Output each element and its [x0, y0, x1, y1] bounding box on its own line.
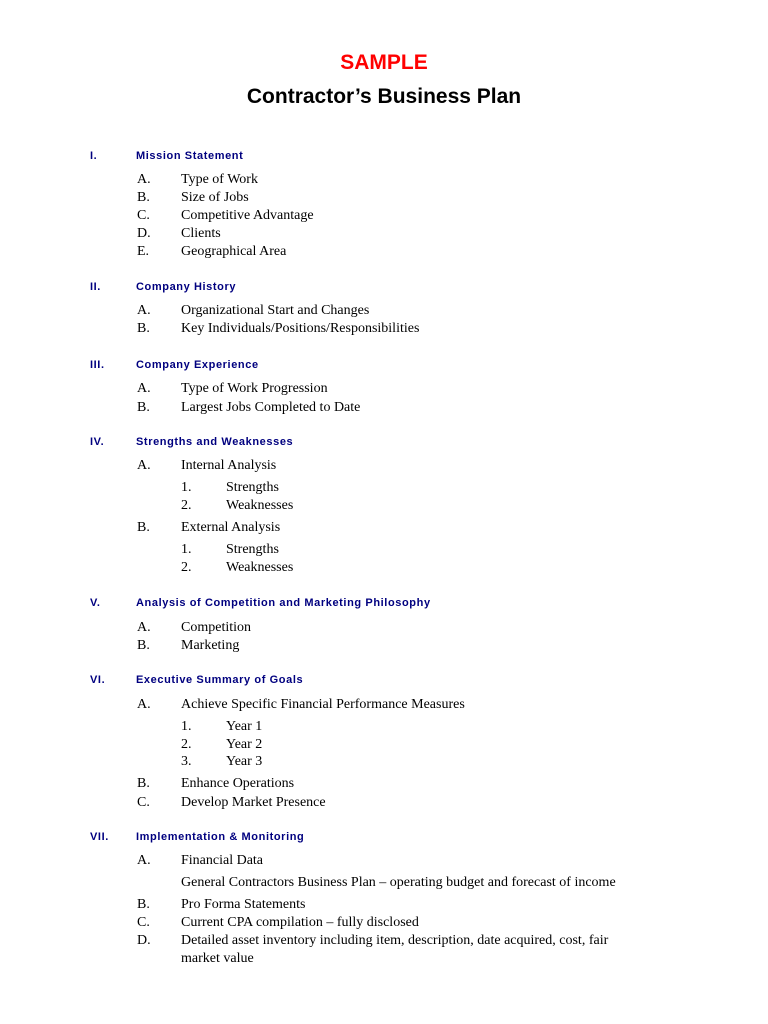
item-marker: B.: [137, 400, 150, 415]
section-title: Company Experience: [136, 359, 259, 371]
item-text: Key Individuals/Positions/Responsibilities: [181, 321, 420, 336]
section-number: V.: [90, 597, 101, 609]
item-text: External Analysis: [181, 520, 281, 535]
item-text: Enhance Operations: [181, 776, 295, 791]
item-text: Size of Jobs: [181, 190, 249, 205]
item-marker: D.: [137, 933, 151, 948]
item-marker: A.: [137, 697, 151, 712]
item-marker: B.: [137, 520, 150, 535]
item-text: Competition: [181, 620, 251, 635]
item-marker: A.: [137, 853, 151, 868]
item-marker: B.: [137, 776, 150, 791]
item-marker: C.: [137, 915, 150, 930]
item-marker: 1.: [181, 480, 192, 495]
item-text: Current CPA compilation – fully disclosed: [181, 915, 419, 930]
item-marker: B.: [137, 321, 150, 336]
item-text: Marketing: [181, 638, 240, 653]
section-title: Company History: [136, 281, 237, 293]
item-text: Detailed asset inventory including item, description, date acquired, cost, fair: [181, 933, 609, 948]
section-number: IV.: [90, 436, 105, 448]
item-text: Year 3: [226, 754, 263, 769]
item-text: Competitive Advantage: [181, 208, 314, 223]
item-text: Pro Forma Statements: [181, 897, 306, 912]
item-marker: A.: [137, 620, 151, 635]
item-marker: 1.: [181, 719, 192, 734]
item-text: Strengths: [226, 480, 279, 495]
section-title: Mission Statement: [136, 150, 244, 162]
item-text: Strengths: [226, 542, 279, 557]
sample-label: SAMPLE: [340, 51, 428, 74]
item-text: Geographical Area: [181, 244, 287, 259]
section-number: III.: [90, 359, 105, 371]
item-text: Weaknesses: [226, 560, 294, 575]
item-marker: 2.: [181, 737, 192, 752]
item-text: Financial Data: [181, 853, 264, 868]
item-text: Internal Analysis: [181, 458, 277, 473]
section-title: Analysis of Competition and Marketing Philosophy: [136, 597, 431, 609]
item-marker: C.: [137, 208, 150, 223]
section-title: Executive Summary of Goals: [136, 674, 304, 686]
item-text: Organizational Start and Changes: [181, 303, 370, 318]
section-title: Strengths and Weaknesses: [136, 436, 294, 448]
item-text: Largest Jobs Completed to Date: [181, 400, 361, 415]
item-text: market value: [181, 951, 254, 966]
item-text: Type of Work: [181, 172, 258, 187]
item-text: Year 2: [226, 737, 263, 752]
item-marker: A.: [137, 303, 151, 318]
section-number: VII.: [90, 831, 109, 843]
item-marker: 1.: [181, 542, 192, 557]
section-number: I.: [90, 150, 98, 162]
item-marker: B.: [137, 190, 150, 205]
item-marker: D.: [137, 226, 151, 241]
item-marker: 2.: [181, 498, 192, 513]
item-text: Achieve Specific Financial Performance Measures: [181, 697, 465, 712]
item-marker: A.: [137, 172, 151, 187]
item-text: General Contractors Business Plan – operating budget and forecast of income: [181, 875, 616, 890]
item-text: Clients: [181, 226, 221, 241]
item-marker: E.: [137, 244, 150, 259]
section-number: II.: [90, 281, 101, 293]
item-text: Year 1: [226, 719, 263, 734]
item-text: Develop Market Presence: [181, 795, 326, 810]
section-title: Implementation & Monitoring: [136, 831, 305, 843]
item-marker: C.: [137, 795, 150, 810]
item-text: Type of Work Progression: [181, 381, 328, 396]
item-text: Weaknesses: [226, 498, 294, 513]
item-marker: A.: [137, 381, 151, 396]
item-marker: 2.: [181, 560, 192, 575]
section-number: VI.: [90, 674, 106, 686]
item-marker: B.: [137, 897, 150, 912]
item-marker: A.: [137, 458, 151, 473]
item-marker: B.: [137, 638, 150, 653]
item-marker: 3.: [181, 754, 192, 769]
document-title: Contractor’s Business Plan: [246, 85, 522, 108]
